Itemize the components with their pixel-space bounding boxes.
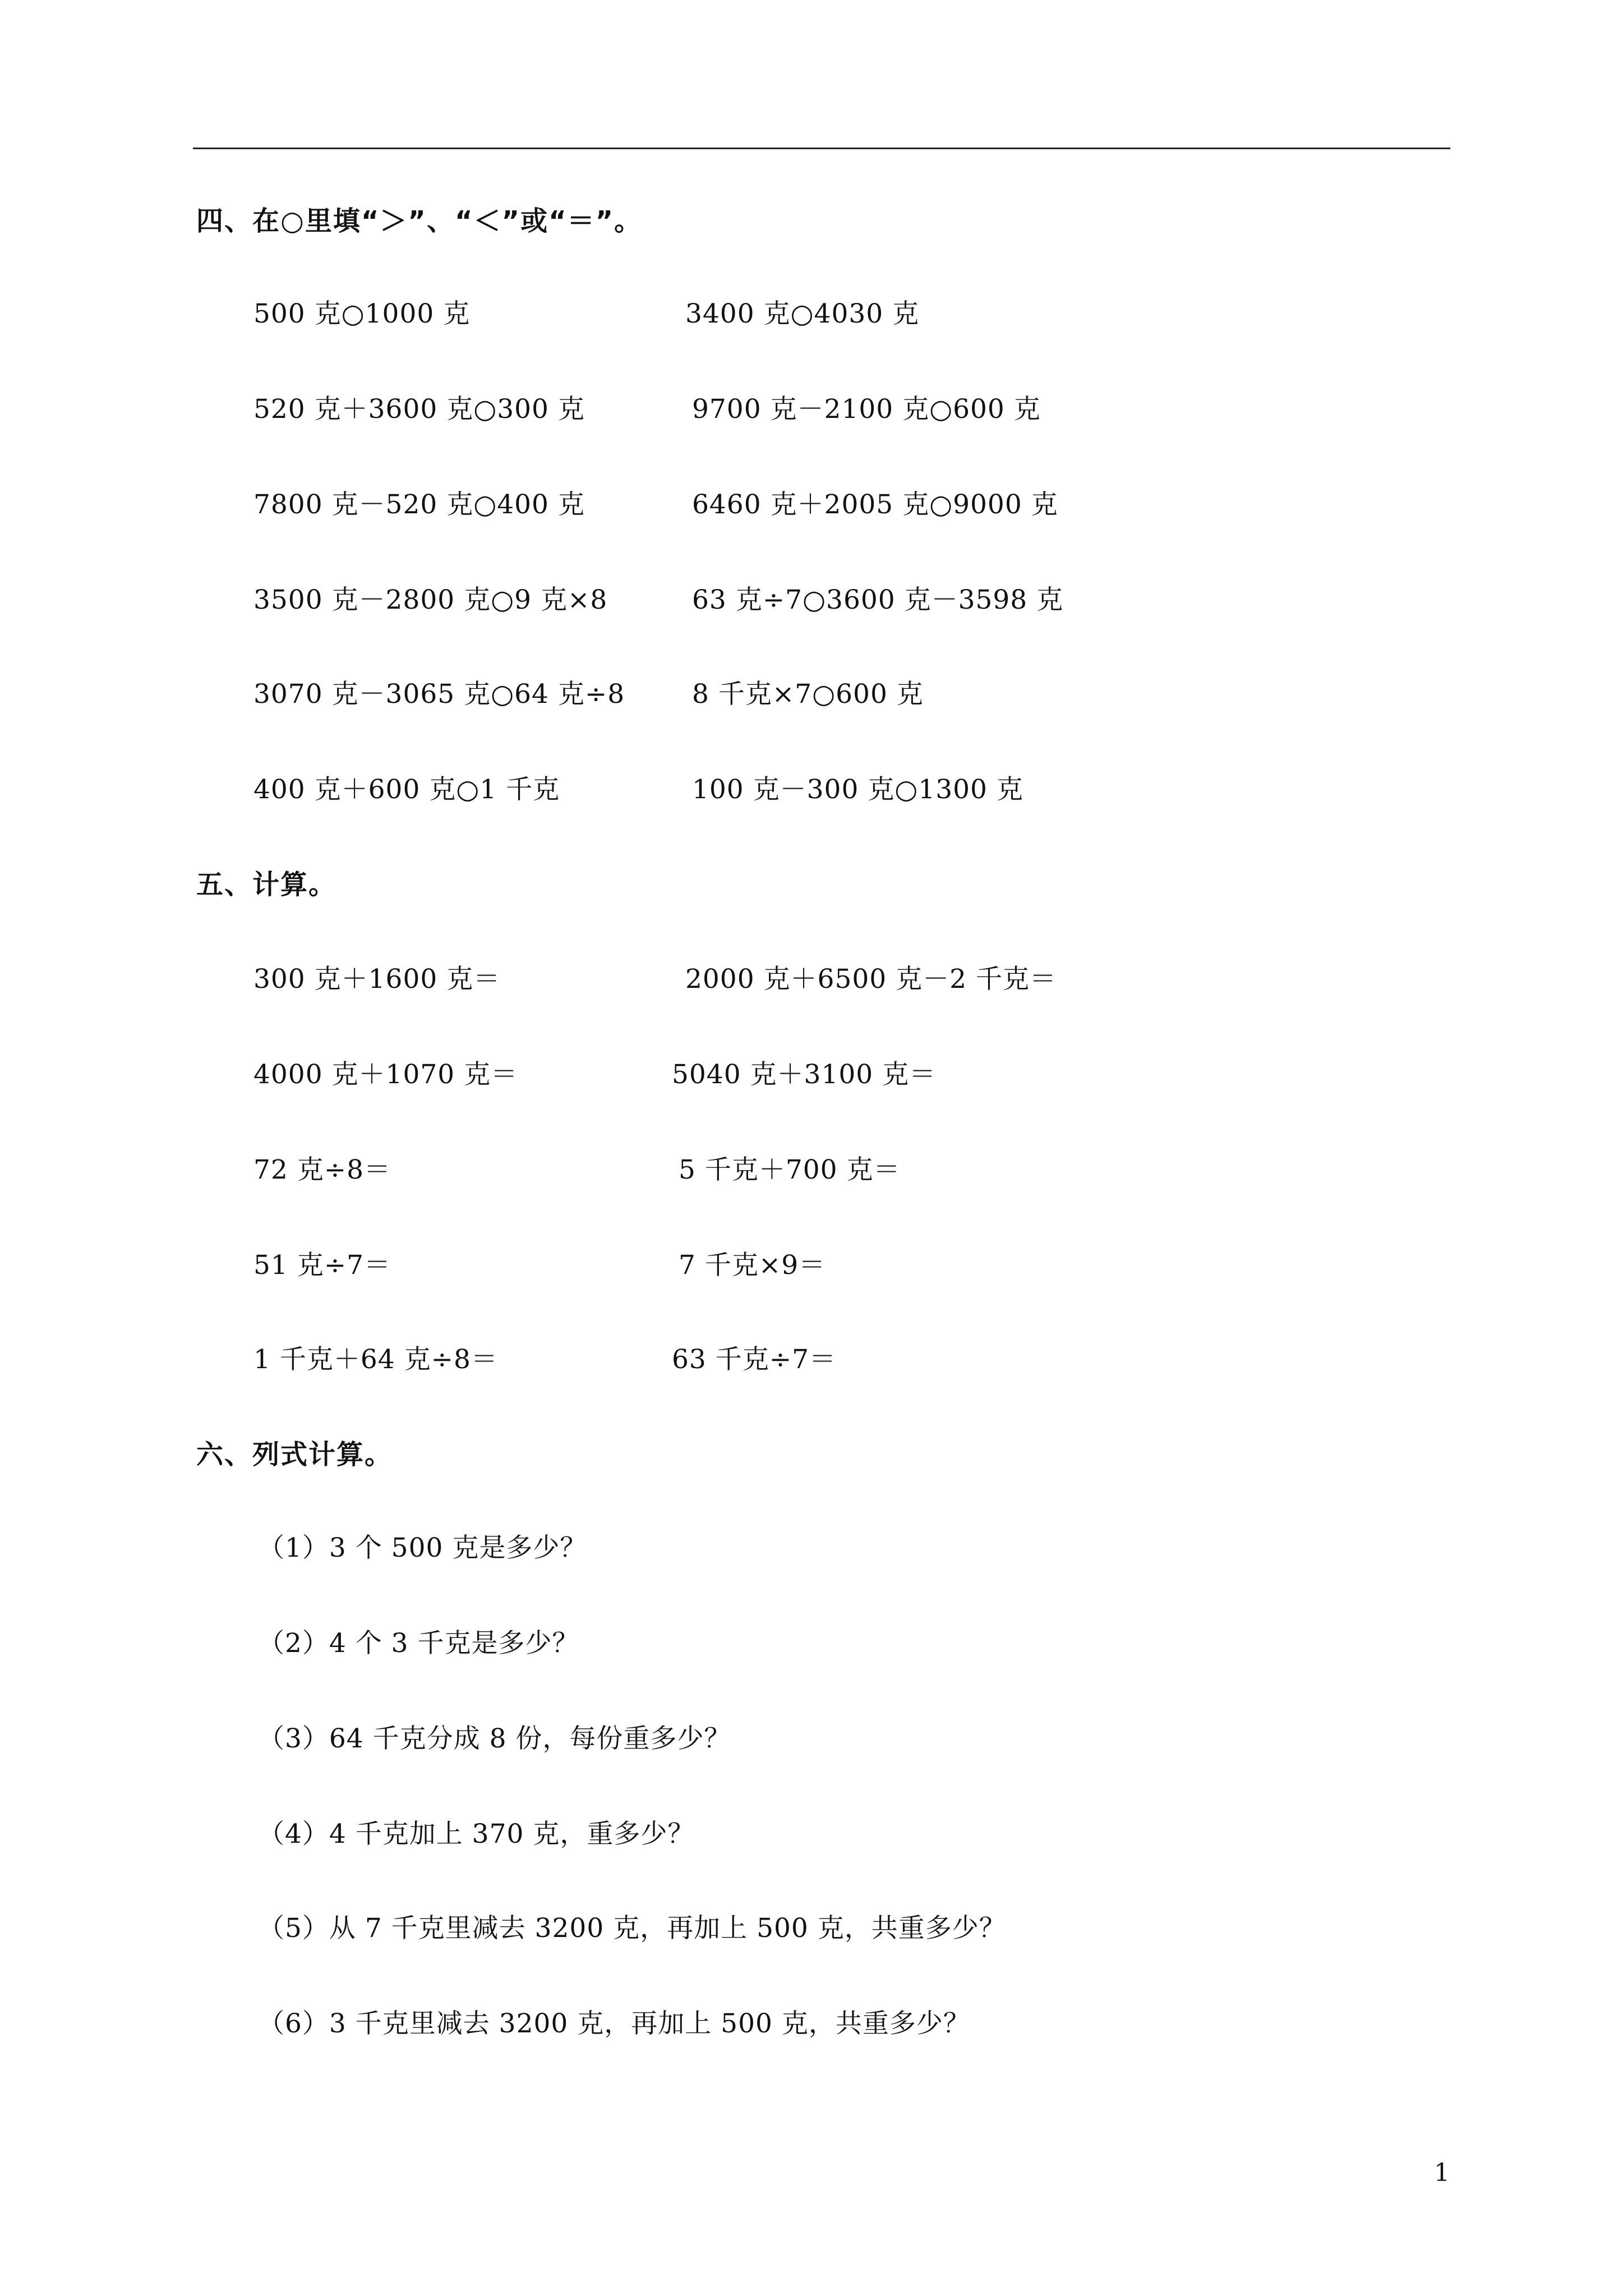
compare-item-4a: 3500 克－2800 克○9 克×8: [253, 585, 608, 615]
calc-item-3a: 72 克÷8＝: [253, 1154, 391, 1185]
word-problem-2: （2）4 个 3 千克是多少？: [258, 1628, 579, 1659]
compare-item-4b: 63 克÷7○3600 克－3598 克: [692, 585, 1064, 615]
calc-item-2b: 5040 克＋3100 克＝: [672, 1059, 937, 1090]
calc-item-1b: 2000 克＋6500 克－2 千克＝: [685, 964, 1057, 995]
calc-item-1a: 300 克＋1600 克＝: [253, 964, 501, 995]
word-problem-6: （6）3 千克里减去 3200 克，再加上 500 克，共重多少？: [258, 2008, 970, 2039]
compare-item-1a: 500 克○1000 克: [253, 298, 471, 329]
calc-item-5b: 63 千克÷7＝: [672, 1344, 837, 1375]
header-rule: [193, 148, 1450, 149]
section-5-heading: 五、计算。: [196, 869, 337, 900]
compare-item-5a: 3070 克－3065 克○64 克÷8: [253, 679, 625, 710]
word-problem-4: （4）4 千克加上 370 克，重多少？: [258, 1819, 695, 1849]
word-problem-3: （3）64 千克分成 8 份，每份重多少？: [258, 1723, 731, 1754]
compare-item-2b: 9700 克－2100 克○600 克: [692, 394, 1041, 425]
section-6-heading: 六、列式计算。: [196, 1439, 393, 1470]
calc-item-2a: 4000 克＋1070 克＝: [253, 1059, 518, 1090]
section-4-heading: 四、在○里填“＞”、“＜”或“＝”。: [196, 205, 643, 237]
compare-item-6b: 100 克－300 克○1300 克: [692, 774, 1023, 805]
compare-item-3a: 7800 克－520 克○400 克: [253, 489, 585, 520]
compare-item-1b: 3400 克○4030 克: [685, 298, 920, 329]
compare-item-3b: 6460 克＋2005 克○9000 克: [692, 489, 1058, 520]
calc-item-4a: 51 克÷7＝: [253, 1250, 391, 1281]
compare-item-2a: 520 克＋3600 克○300 克: [253, 394, 585, 425]
compare-item-6a: 400 克＋600 克○1 千克: [253, 774, 560, 805]
compare-item-5b: 8 千克×7○600 克: [692, 679, 924, 710]
calc-item-3b: 5 千克＋700 克＝: [679, 1154, 901, 1185]
word-problem-1: （1）3 个 500 克是多少？: [258, 1533, 587, 1563]
calc-item-5a: 1 千克＋64 克÷8＝: [253, 1344, 498, 1375]
page-number: 1: [1434, 2159, 1450, 2187]
word-problem-5: （5）从 7 千克里减去 3200 克，再加上 500 克，共重多少？: [258, 1913, 1006, 1944]
calc-item-4b: 7 千克×9＝: [679, 1250, 826, 1281]
